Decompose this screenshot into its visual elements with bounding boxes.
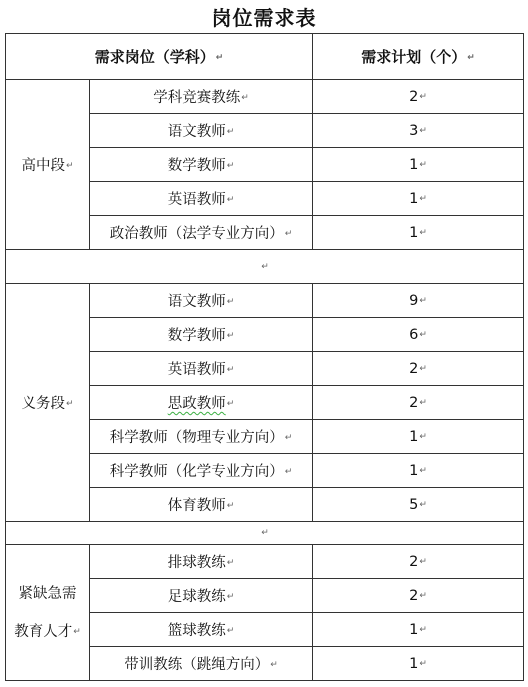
count-cell: 2↵: [313, 579, 524, 613]
table-header-row: [6, 34, 524, 80]
count-cell: 3↵: [313, 114, 524, 148]
count-cell: 9↵: [313, 284, 524, 318]
header-position: 需求岗位（学科）↵: [6, 34, 313, 80]
position-cell: 语文教师↵: [90, 114, 313, 148]
separator-cell: ↵: [6, 522, 524, 545]
position-cell: 篮球教练↵: [90, 613, 313, 647]
count-cell: 1↵: [313, 216, 524, 250]
position-cell: 科学教师（物理专业方向）↵: [90, 420, 313, 454]
page-title: 岗位需求表: [211, 6, 317, 30]
position-cell: 数学教师↵: [90, 148, 313, 182]
segment-label-line: 教育人才↵: [14, 623, 81, 640]
position-cell: 科学教师（化学专业方向）↵: [90, 454, 313, 488]
count-cell: 1↵: [313, 454, 524, 488]
count-cell: 1↵: [313, 182, 524, 216]
segment-label-urgent: [6, 545, 90, 681]
position-cell: 思政教师↵: [90, 386, 313, 420]
position-cell: 政治教师（法学专业方向）↵: [90, 216, 313, 250]
separator-row: [6, 250, 524, 284]
segment-label-line: 紧缺急需: [18, 585, 77, 602]
position-cell: 语文教师↵: [90, 284, 313, 318]
position-cell: 足球教练↵: [90, 579, 313, 613]
position-cell: 排球教练↵: [90, 545, 313, 579]
separator-cell: ↵: [6, 250, 524, 284]
count-cell: 6↵: [313, 318, 524, 352]
count-cell: 1↵: [313, 647, 524, 681]
count-cell: 1↵: [313, 613, 524, 647]
header-plan: 需求计划（个）↵: [313, 34, 524, 80]
demand-table: [5, 33, 524, 681]
position-cell: 数学教师↵: [90, 318, 313, 352]
table-row: [6, 284, 524, 318]
count-cell: 2↵: [313, 386, 524, 420]
position-cell: 体育教师↵: [90, 488, 313, 522]
position-cell: 英语教师↵: [90, 352, 313, 386]
segment-label-compulsory: 义务段↵: [6, 284, 90, 522]
table-row: [6, 80, 524, 114]
count-cell: 2↵: [313, 352, 524, 386]
count-cell: 1↵: [313, 420, 524, 454]
position-cell: 学科竞赛教练↵: [90, 80, 313, 114]
count-cell: 5↵: [313, 488, 524, 522]
count-cell: 2↵: [313, 545, 524, 579]
segment-label-high-school: 高中段↵: [6, 80, 90, 250]
count-cell: 2↵: [313, 80, 524, 114]
position-cell: 带训教练（跳绳方向）↵: [90, 647, 313, 681]
separator-row: [6, 522, 524, 545]
count-cell: 1↵: [313, 148, 524, 182]
position-cell: 英语教师↵: [90, 182, 313, 216]
table-row: [6, 545, 524, 579]
